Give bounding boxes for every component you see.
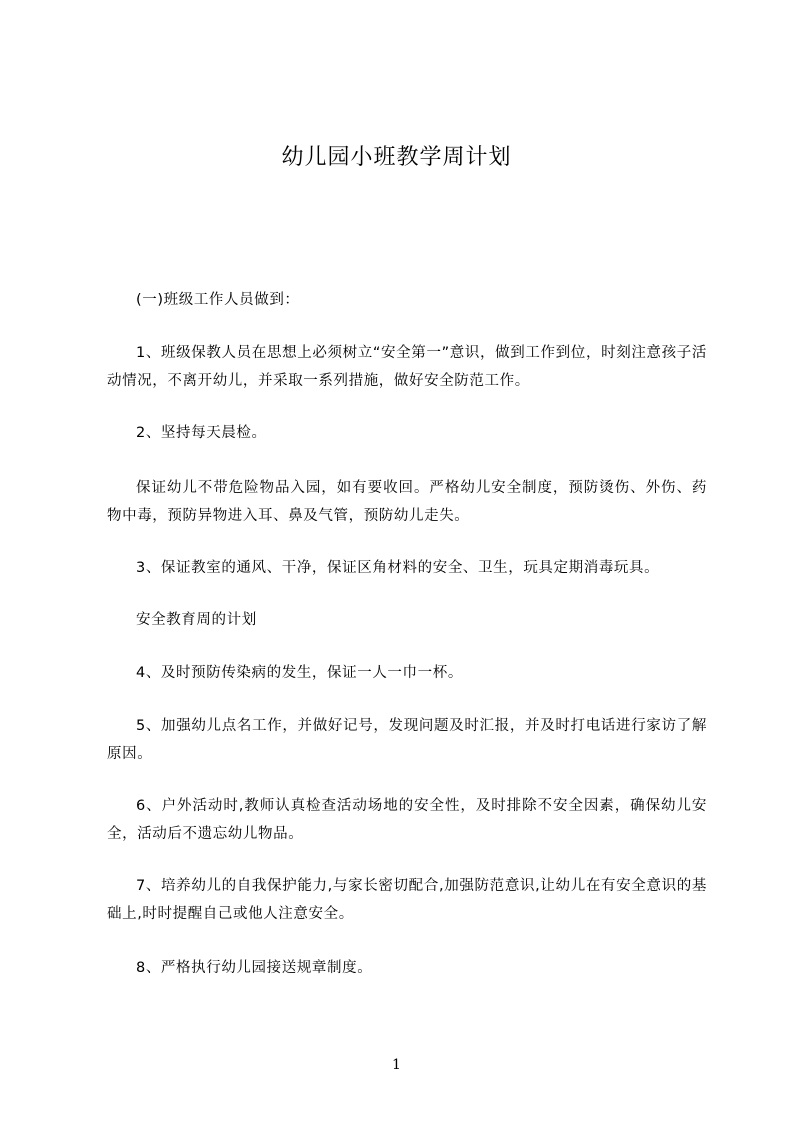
paragraph-item-1: 1、班级保教人员在思想上必须树立“安全第一”意识，做到工作到位，时刻注意孩子活动情况，不离开幼儿，并采取一系列措施，做好安全防范工作。 (107, 345, 707, 389)
paragraph-item-8: 8、严格执行幼儿园接送规章制度。 (136, 960, 373, 976)
paragraph-item-5: 5、加强幼儿点名工作，并做好记号，发现问题及时汇报，并及时打电话进行家访了解原因。 (107, 718, 707, 762)
paragraph-item-6: 6、户外活动时,教师认真检查活动场地的安全性，及时排除不安全因素，确保幼儿安全，活动后不遗忘幼儿物品。 (107, 798, 707, 842)
paragraph-item-7: 7、培养幼儿的自我保护能力,与家长密切配合,加强防范意识,让幼儿在有安全意识的基础上,时时提醒自己或他人注意安全。 (107, 878, 707, 922)
document-title: 幼儿园小班教学周计划 (281, 145, 512, 170)
paragraph-item-3: 3、保证教室的通风、干净，保证区角材料的安全、卫生，玩具定期消毒玩具。 (136, 560, 660, 576)
paragraph-safety-week-heading: 安全教育周的计划 (136, 612, 257, 628)
paragraph-item-4: 4、及时预防传染病的发生，保证一人一巾一杯。 (136, 665, 463, 681)
paragraph-safety-check: 保证幼儿不带危险物品入园，如有要收回。严格幼儿安全制度，预防烫伤、外伤、药物中毒，预防异物进入耳、鼻及气管，预防幼儿走失。 (107, 480, 707, 524)
page-number: 1 (392, 1057, 401, 1073)
paragraph-item-2: 2、坚持每天晨检。 (136, 425, 267, 441)
paragraph-staff-heading: (一)班级工作人员做到： (136, 292, 300, 308)
